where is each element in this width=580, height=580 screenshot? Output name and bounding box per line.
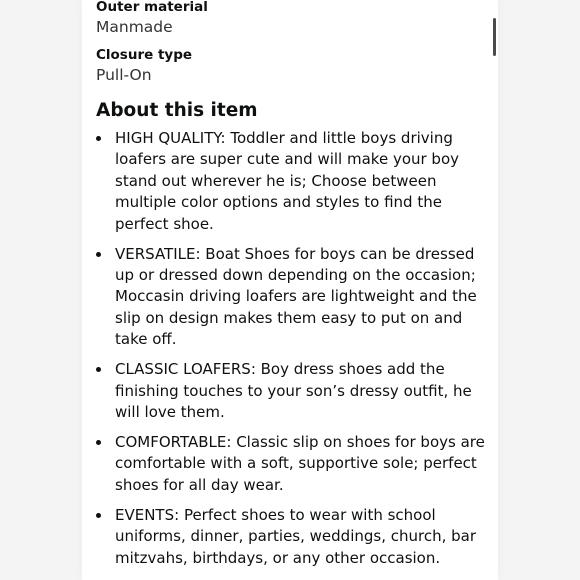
- bullet-dot-icon: [96, 440, 101, 445]
- attribute-closure-type: [96, 46, 486, 86]
- about-bullet-text: COMFORTABLE: Classic slip on shoes for boys are comfortable with a soft, supportive sole; perfect shoes for all day wear.: [115, 433, 485, 494]
- attribute-value: Pull-On: [96, 66, 152, 84]
- about-bullet-item: [96, 359, 486, 423]
- attribute-value: Manmade: [96, 18, 173, 36]
- about-section-title: About this item: [96, 100, 258, 121]
- bullet-dot-icon: [96, 252, 101, 257]
- product-details-panel: [82, 0, 498, 580]
- about-bullet-list: [96, 128, 486, 569]
- vertical-scrollbar-thumb[interactable]: [493, 18, 496, 56]
- about-bullet-text: CLASSIC LOAFERS: Boy dress shoes add the finishing touches to your son’s dressy outfit, he will love them.: [115, 360, 472, 422]
- bullet-dot-icon: [96, 367, 101, 372]
- attribute-label: Outer material: [96, 0, 208, 15]
- about-bullet-item: [96, 505, 486, 569]
- about-bullet-item: [96, 432, 486, 496]
- about-bullet-text: EVENTS: Perfect shoes to wear with school uniforms, dinner, parties, weddings, church, bar mitzvahs, birthdays, or any other occasion.: [115, 505, 477, 567]
- attribute-label: Closure type: [96, 47, 193, 63]
- bullet-dot-icon: [96, 513, 101, 518]
- about-bullet-item: [96, 244, 486, 351]
- about-bullet-text: VERSATILE: Boat Shoes for boys can be dressed up or dressed down depending on the occasion; Moccasin driving loafers are lightweight and the slip on design makes them easy to put on and take off.: [115, 244, 477, 349]
- about-bullet-text: HIGH QUALITY: Toddler and little boys driving loafers are super cute and will make your boy stand out wherever he is; Choose between multiple color options and styles to find the perfect shoe.: [115, 129, 460, 233]
- attribute-outer-material: [96, 0, 486, 38]
- product-details-content: [96, 0, 486, 578]
- bullet-dot-icon: [96, 136, 101, 141]
- about-bullet-item: [96, 128, 486, 235]
